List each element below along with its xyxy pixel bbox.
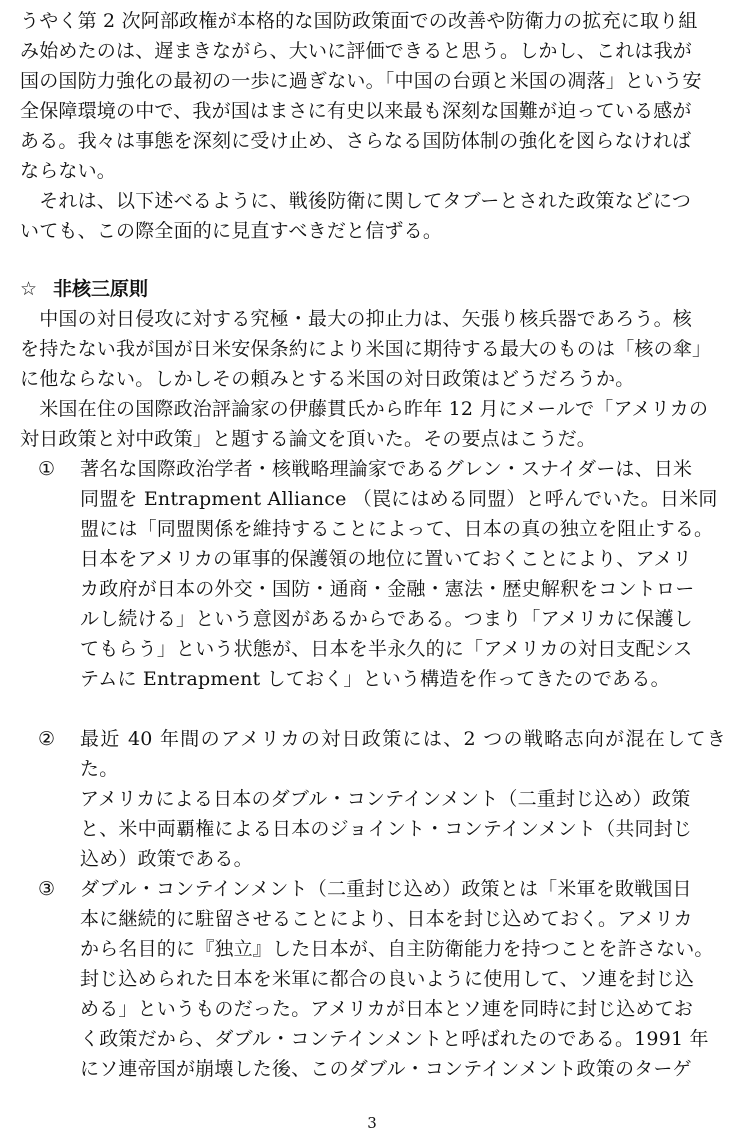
- paragraph-essay-intro: 米国在住の国際政治評論家の伊藤貫氏から昨年 12 月にメールで「アメリカの 対日政策と対中政策」と題する論文を頂いた。その要点はこうだ。: [20, 398, 709, 450]
- star-icon: ☆: [20, 278, 38, 300]
- list-item-number: ①: [38, 458, 56, 480]
- section-heading: [20, 274, 148, 304]
- list-item-number: ②: [38, 728, 56, 750]
- paragraph-deterrence: 中国の対日侵攻に対する究極・最大の抑止力は、矢張り核兵器であろう。核 を持たない我が国が日米安保条約により米国に期待する最大のものは「核の傘」 に他ならない。しかしその頼みとする米国の対日政策はどうだろうか。: [20, 308, 712, 390]
- list-item-text: ダブル・コンテインメント（二重封じ込め）政策とは「米軍を敗戦国日 本に継続的に駐留させることにより、日本を封じ込めておく。アメリカ から名目的に『独立』した日本が、自主防衛能力を持つことを許さない。 封じ込められた日本を米軍に都合の良いように使用して、ソ連を封じ込 める」というものだった。アメリカが日本とソ連を同時に封じ込めてお く政策だから、ダブル・コンテインメントと呼ばれたのである。1991 年 にソ連帝国が崩壊した後、このダブル・コンテインメント政策のターゲ: [80, 878, 714, 1080]
- paragraph-review: それは、以下述べるように、戦後防衛に関してタブーとされた政策などにつ いても、この際全面的に見直すべきだと信ずる。: [20, 190, 692, 242]
- list-item-text: 最近 40 年間のアメリカの対日政策には、2 つの戦略志向が混在してきた。 アメリカによる日本のダブル・コンテインメント（二重封じ込め）政策 と、米中両覇権による日本のジョイント・コンテインメント（共同封じ 込め）政策である。: [80, 728, 726, 870]
- section-heading-title: 非核三原則: [53, 278, 149, 300]
- list-item-text: 著名な国際政治学者・核戦略理論家であるグレン・スナイダーは、日米 同盟を Entrapment Alliance （罠にはめる同盟）と呼んでいた。日米同 盟には「同盟関係を維持することによって、日本の真の独立を阻止する。 日本をアメリカの軍事的保護領の地位に置いておくことにより、アメリ カ政府が日本の外交・国防・通商・金融・憲法・歴史解釈をコントロー ルし続ける」という意図があるからである。つまり「アメリカに保護し てもらう」という状態が、日本を半永久的に「アメリカの対日支配シス テムに Entrapment しておく」という構造を作ってきたのである。: [80, 458, 718, 690]
- page-number: 3: [367, 1114, 377, 1132]
- list-item-number: ③: [38, 878, 56, 900]
- paragraph-intro: うやく第 2 次阿部政権が本格的な国防政策面での改善や防衛力の拡充に取り組 み始めたのは、遅まきながら、大いに評価できると思う。しかし、これは我が 国の国防力強化の最初の一歩に過ぎない。「中国の台頭と米国の凋落」という安 全保障環境の中で、我が国はまさに有史以来最も深刻な国難が迫っている感が ある。我々は事態を深刻に受け止め、さらなる国防体制の強化を図らなければ ならない。: [20, 10, 702, 182]
